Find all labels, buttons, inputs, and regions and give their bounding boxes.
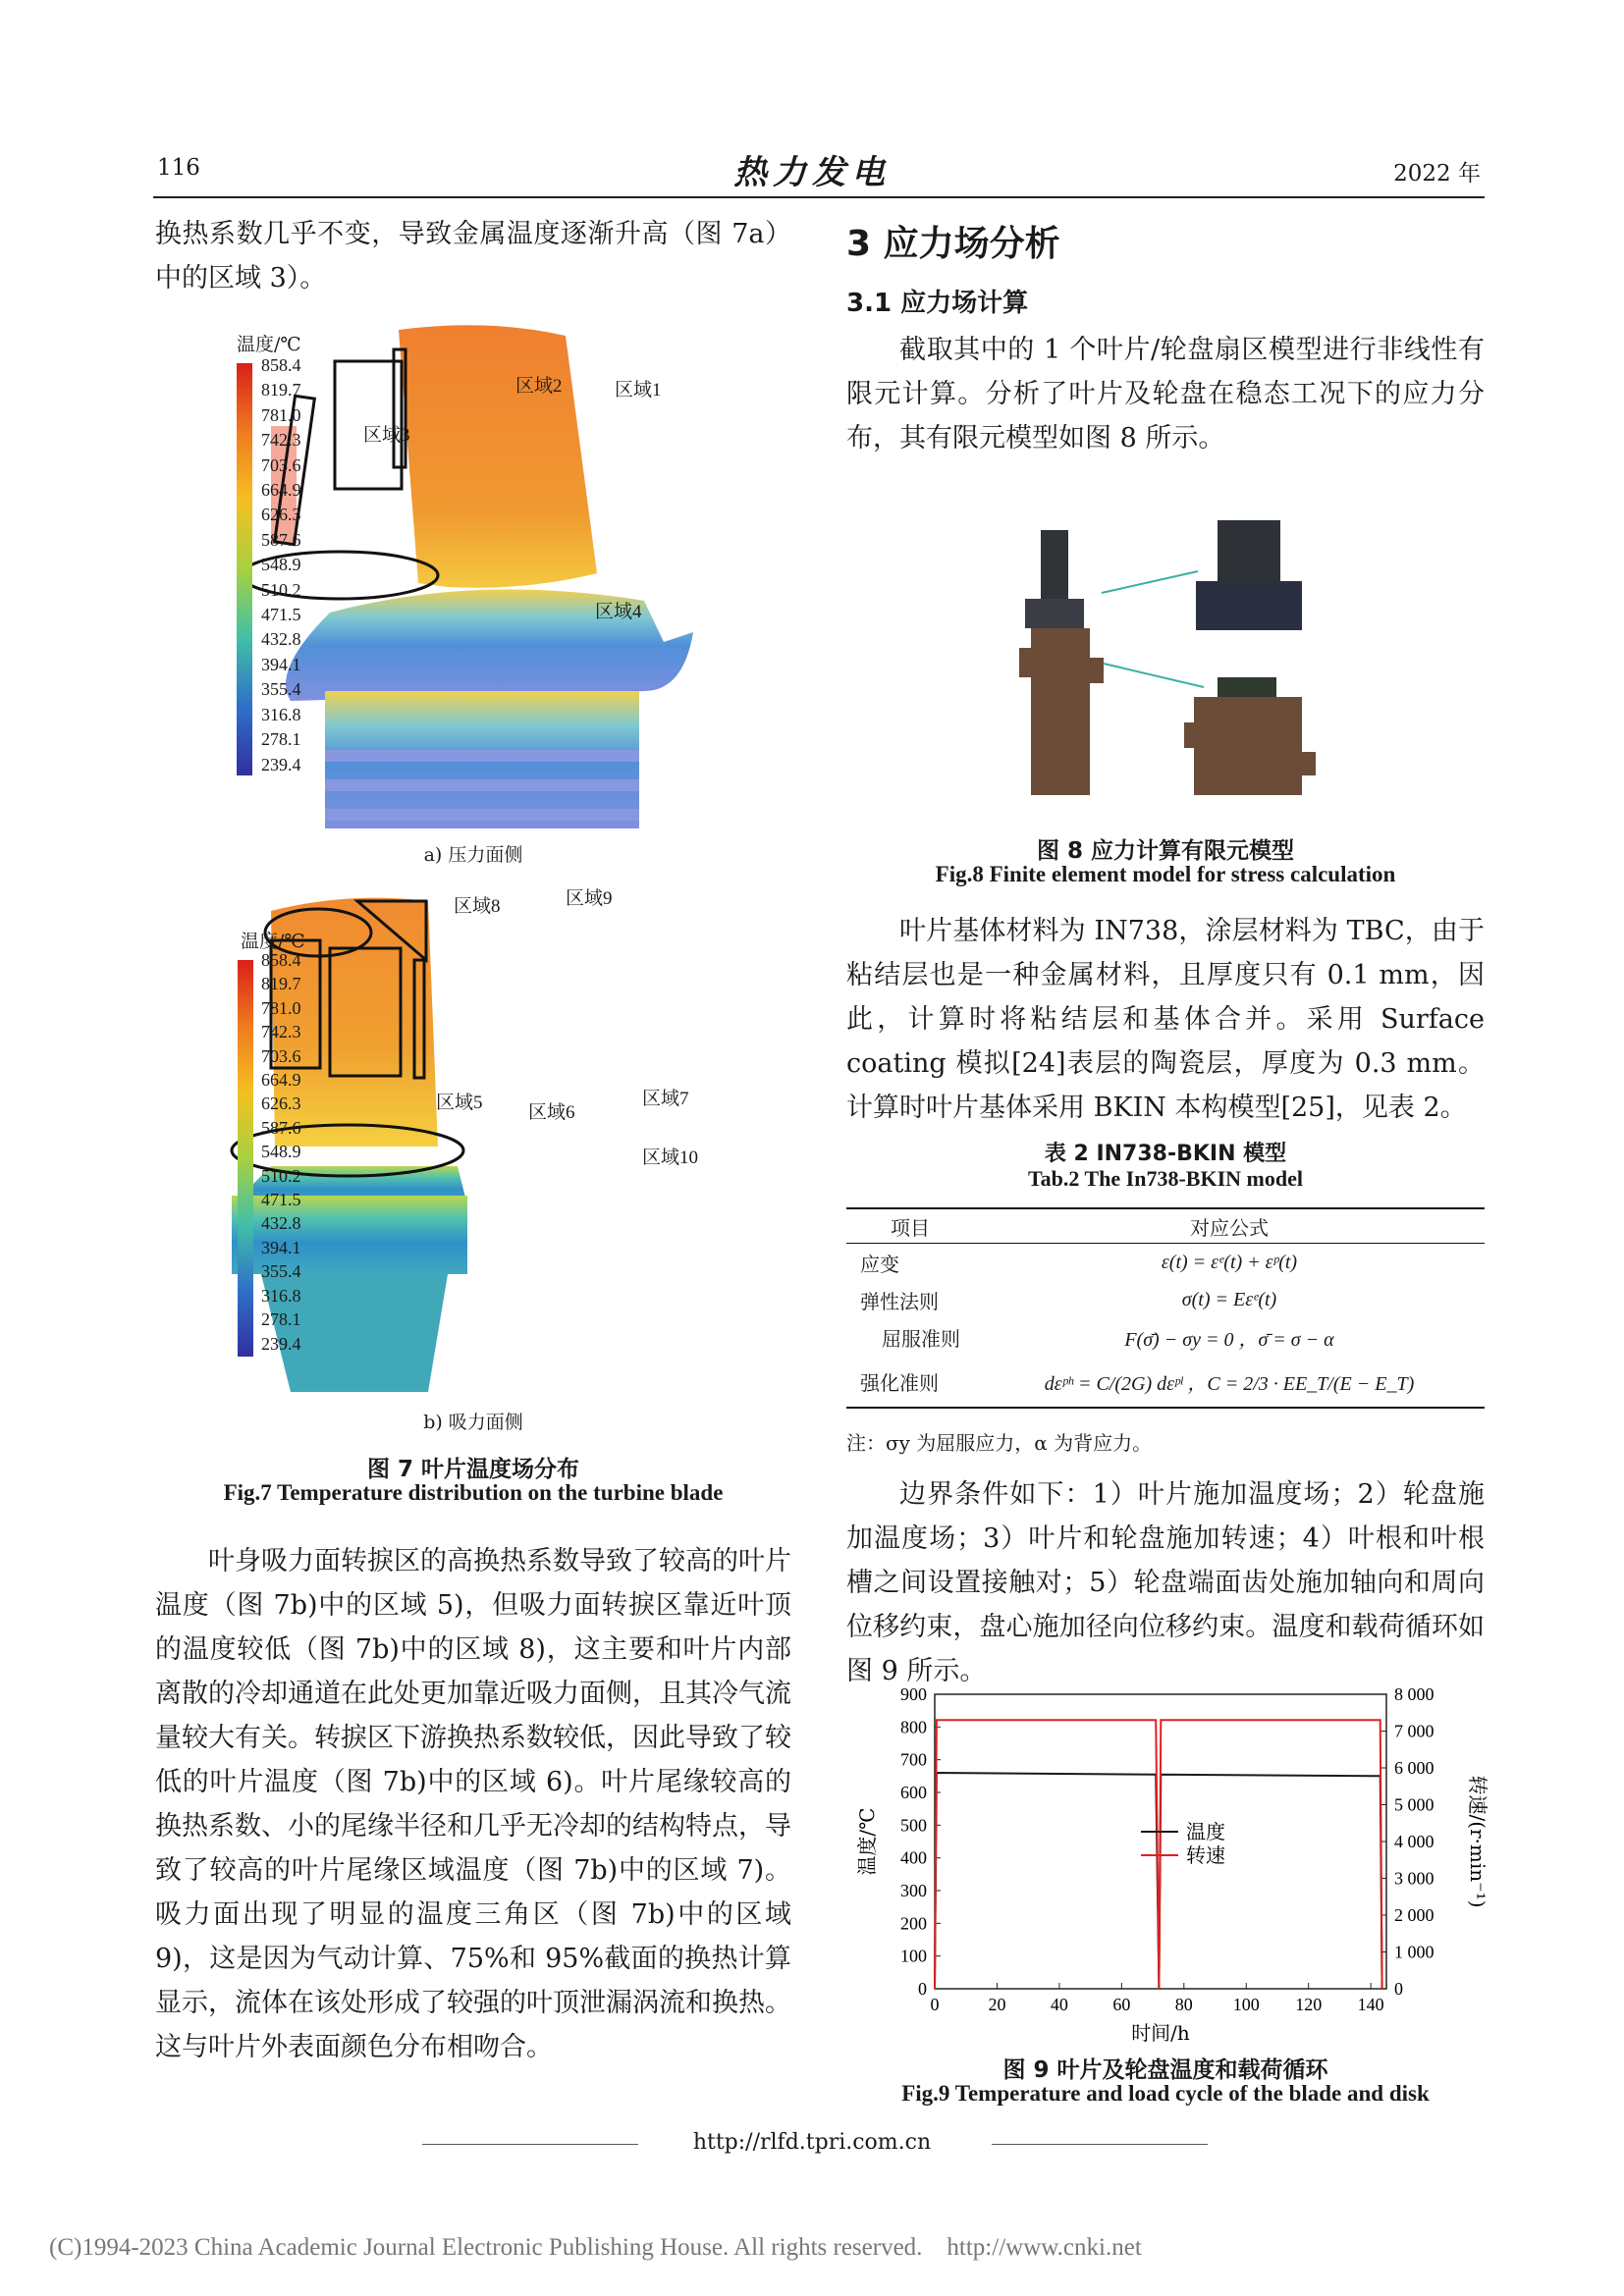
- fig7a-scale-value: 239.4: [261, 754, 301, 774]
- y-axis-label: 温度/℃: [855, 1807, 879, 1876]
- right-para-2: 叶片基体材料为 IN738，涂层材料为 TBC，由于粘结层也是一种金属材料，且厚度只有 0.1 mm，因此，计算时将粘结层和基体合并。采用 Surface coating 模拟[24]表层的陶瓷层，厚度为 0.3 mm。计算时叶片基体采用 BKIN 本构模型[25]，见表 2。: [846, 916, 1485, 1123]
- table-cell-formula: F(σ̄) − σy = 0 ，σ̄ = σ − α: [1124, 1328, 1334, 1351]
- fig7b-scale-labels: [261, 948, 301, 1356]
- fig7a-scale-value: 858.4: [261, 355, 301, 375]
- y-tick-label: 100: [900, 1946, 927, 1966]
- page-number: 116: [157, 155, 200, 181]
- fig7a-scale-value: 781.0: [261, 404, 301, 425]
- fig9-caption-en: Fig.9 Temperature and load cycle of the blade and disk: [901, 2081, 1430, 2106]
- fig7a-region-2: 区域2: [515, 376, 563, 397]
- table-cell-formula: ε(t) = εᵉ(t) + εᵖ(t): [1161, 1251, 1298, 1273]
- x-tick-label: 20: [988, 1995, 1006, 2014]
- fig7b-scale-value: 432.8: [261, 1213, 301, 1234]
- x-tick-label: 60: [1112, 1995, 1131, 2014]
- subsection-heading: 3.1 应力场计算: [846, 289, 1029, 318]
- y-tick-label: 600: [900, 1783, 927, 1802]
- fig7a-scale-value: 742.3: [261, 430, 301, 451]
- fig7-caption-en: Fig.7 Temperature distribution on the turbine blade: [223, 1480, 724, 1505]
- fig7a-scale-value: 819.7: [261, 380, 301, 400]
- right-para-1: 截取其中的 1 个叶片/轮盘扇区模型进行非线性有限元计算。分析了叶片及轮盘在稳态工况下的应力分布，其有限元模型如图 8 所示。: [846, 335, 1485, 454]
- fig7b-scale-value: 548.9: [261, 1142, 301, 1162]
- fig7b-thermal-map: [232, 881, 713, 1392]
- table-cell-item: 强化准则: [860, 1370, 939, 1395]
- fig7b-scale-value: 819.7: [261, 974, 301, 994]
- table-cell-item: 应变: [860, 1252, 899, 1276]
- journal-title: 热力发电: [733, 153, 891, 192]
- y2-tick-label: 8 000: [1394, 1684, 1435, 1704]
- fig7b-region-7: 区域7: [642, 1089, 689, 1109]
- table-row: [846, 1356, 1485, 1407]
- fig7a-caption: a) 压力面侧: [423, 844, 523, 866]
- fig7b-scale-value: 394.1: [261, 1237, 301, 1257]
- table-cell-item: 弹性法则: [860, 1289, 939, 1313]
- fig7a-scale-value: 432.8: [261, 629, 301, 650]
- fig7b-scale-value: 239.4: [261, 1333, 301, 1354]
- legend-label: 温度: [1186, 1820, 1225, 1843]
- y2-axis-label: 转速/(r·min⁻¹): [1466, 1775, 1489, 1908]
- table-cell-formula: σ(t) = Eεᵉ(t): [1181, 1288, 1277, 1310]
- y-tick-label: 900: [900, 1684, 927, 1704]
- table2-header-formula: 对应公式: [1190, 1215, 1269, 1240]
- fig7b-scale-value: 781.0: [261, 997, 301, 1018]
- fig7a-region-1: 区域1: [615, 380, 662, 400]
- fig7a-color-scale: [237, 363, 252, 775]
- fig7-caption-zh: 图 7 叶片温度场分布: [366, 1457, 580, 1482]
- fig9-svg: [846, 1684, 1489, 2057]
- fig7b-scale-value: 626.3: [261, 1094, 301, 1114]
- x-tick-label: 80: [1174, 1995, 1193, 2014]
- fig7b-region-9: 区域9: [566, 888, 613, 909]
- table2-title-en: Tab.2 The In738-BKIN model: [1028, 1166, 1303, 1191]
- fig7b-scale-value: 664.9: [261, 1070, 301, 1091]
- fig7b-scale-value: 742.3: [261, 1022, 301, 1042]
- y-tick-label: 300: [900, 1881, 927, 1900]
- fig7b-region-5: 区域5: [436, 1093, 483, 1113]
- fig7b-scale-value: 587.6: [261, 1117, 301, 1138]
- table-cell-item: 屈服准则: [882, 1326, 960, 1351]
- fig7a-scale-value: 510.2: [261, 579, 301, 600]
- x-tick-label: 120: [1295, 1995, 1323, 2014]
- fig7b-scale-value: 510.2: [261, 1165, 301, 1186]
- fig7b-scale-value: 316.8: [261, 1285, 301, 1306]
- fig7b-region-8: 区域8: [454, 896, 501, 917]
- copyright-notice: (C)1994-2023 China Academic Journal Electronic Publishing House. All rights reserved. http://www.cnki.net: [49, 2234, 1142, 2261]
- fig7a-scale-value: 548.9: [261, 555, 301, 575]
- fig7a-scale-title: 温度/℃: [237, 334, 301, 355]
- fig7a-scale-value: 626.3: [261, 505, 301, 525]
- table-row: [846, 1281, 1485, 1318]
- fig7a-scale-value: 278.1: [261, 729, 301, 750]
- fig7a-scale-value: 703.6: [261, 454, 301, 475]
- table2-title-zh: 表 2 IN738-BKIN 模型: [1044, 1142, 1287, 1166]
- issue-year: 2022 年: [1393, 161, 1481, 187]
- x-tick-label: 0: [930, 1995, 940, 2014]
- y2-tick-label: 3 000: [1394, 1868, 1435, 1889]
- table2-body: [846, 1244, 1485, 1407]
- fig8-caption-en: Fig.8 Finite element model for stress calculation: [935, 862, 1396, 886]
- left-para-bottom: 叶身吸力面转捩区的高换热系数导致了较高的叶片温度（图 7b)中的区域 5)，但吸力面转捩区靠近叶顶的温度较低（图 7b)中的区域 8)，这主要和叶片内部离散的冷却通道在此处更加靠近吸力面侧，且其冷气流量较大有关。转捩区下游换热系数较低，因此导致了较低的叶片温度（图 7b)中的区域 6)。叶片尾缘较高的换热系数、小的尾缘半径和几乎无冷却的结构特点，导致了较高的叶片尾缘区域温度（图 7b)中的区域 7)。吸力面出现了明显的温度三角区（图 7b)中的区域 9)，这是因为气动计算、75%和 95%截面的换热计算显示，流体在该处形成了较强的叶顶泄漏涡流和换热。这与叶片外表面颜色分布相吻合。: [155, 1546, 791, 2062]
- y2-tick-label: 7 000: [1394, 1721, 1435, 1741]
- fig7a-scale-value: 587.6: [261, 529, 301, 550]
- fig9-caption-zh: 图 9 叶片及轮盘温度和载荷循环: [1002, 2057, 1328, 2083]
- fig7b-region-6: 区域6: [528, 1102, 575, 1123]
- y2-tick-label: 5 000: [1394, 1794, 1435, 1815]
- fig8-fe-model: [1011, 520, 1326, 805]
- fig7b-color-scale: [238, 960, 253, 1357]
- x-tick-label: 140: [1357, 1995, 1384, 2014]
- section-heading: 3 应力场分析: [846, 224, 1060, 264]
- fig9-chart: [846, 1684, 1489, 2057]
- fig7b-scale-value: 703.6: [261, 1045, 301, 1066]
- fig8-caption-zh: 图 8 应力计算有限元模型: [1036, 838, 1295, 864]
- footer-url[interactable]: http://rlfd.tpri.com.cn: [692, 2130, 932, 2155]
- x-tick-label: 100: [1232, 1995, 1260, 2014]
- y2-tick-label: 0: [1394, 1979, 1403, 1999]
- fig7b-scale-title: 温度/℃: [241, 931, 305, 952]
- y2-tick-label: 6 000: [1394, 1758, 1435, 1778]
- y-tick-label: 200: [900, 1913, 927, 1934]
- table-row: [846, 1318, 1485, 1356]
- y-tick-label: 800: [900, 1717, 927, 1737]
- y-tick-label: 0: [918, 1979, 927, 1999]
- y2-tick-label: 4 000: [1394, 1832, 1435, 1851]
- fig7b-scale-value: 278.1: [261, 1309, 301, 1330]
- fig7b-region-10: 区域10: [642, 1148, 699, 1168]
- fig7b-scale-value: 858.4: [261, 950, 301, 970]
- right-para-3: 边界条件如下：1）叶片施加温度场；2）轮盘施加温度场；3）叶片和轮盘施加转速；4）叶根和叶根槽之间设置接触对；5）轮盘端面齿处施加轴向和周向位移约束，盘心施加径向位移约束。温度和载荷循环如图 9 所示。: [846, 1479, 1485, 1686]
- fig7b-scale-value: 355.4: [261, 1261, 301, 1282]
- left-para-top: 换热系数几乎不变，导致金属温度逐渐升高（图 7a）中的区域 3）。: [155, 219, 791, 294]
- y2-tick-label: 2 000: [1394, 1905, 1435, 1925]
- y-tick-label: 700: [900, 1749, 927, 1770]
- header-rule: [153, 196, 1485, 198]
- x-axis-label: 时间/h: [1131, 2021, 1190, 2045]
- table-row: [846, 1244, 1485, 1281]
- fig7a-scale-value: 355.4: [261, 679, 301, 700]
- y-tick-label: 500: [900, 1815, 927, 1836]
- y-tick-label: 400: [900, 1847, 927, 1868]
- fig7a-scale-value: 394.1: [261, 654, 301, 674]
- table2-header-item: 项目: [891, 1215, 930, 1240]
- legend-label: 转速: [1186, 1843, 1225, 1867]
- y2-tick-label: 1 000: [1394, 1942, 1435, 1962]
- fig7b-scale-value: 471.5: [261, 1190, 301, 1210]
- fig7a-scale-value: 664.9: [261, 480, 301, 501]
- fig7a-region-4: 区域4: [595, 602, 642, 622]
- fig7a-region-3: 区域3: [363, 425, 410, 446]
- fig7a-scale-value: 471.5: [261, 605, 301, 625]
- fig7a-scale-value: 316.8: [261, 704, 301, 724]
- table-cell-formula: dεᵖʰ = C/(2G) dεᵖˡ ，C = 2/3 · EE_T/(E − E_T): [1044, 1372, 1415, 1395]
- table2: [846, 1207, 1485, 1409]
- fig8-image: [1011, 520, 1326, 805]
- fig7a-scale-labels: [261, 353, 301, 777]
- fig7b-image: [232, 881, 713, 1392]
- table2-note: 注：σy 为屈服应力，α 为背应力。: [846, 1431, 1153, 1455]
- fig7b-caption: b) 吸力面侧: [423, 1412, 523, 1433]
- x-tick-label: 40: [1050, 1995, 1068, 2014]
